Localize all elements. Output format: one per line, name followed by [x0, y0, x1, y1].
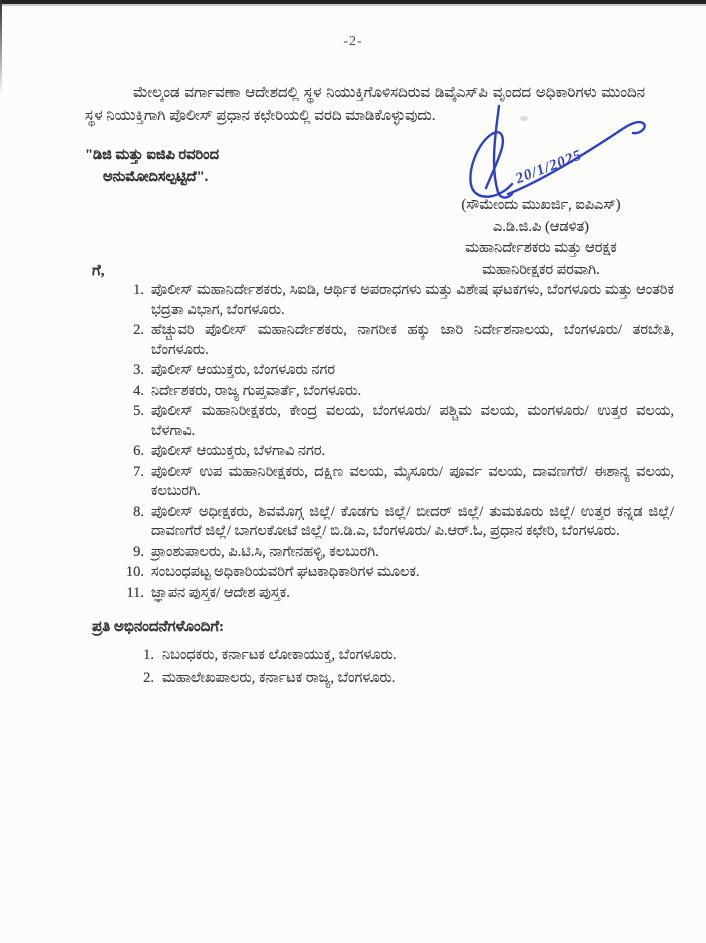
- copy-list: [132, 644, 652, 689]
- recipient-item: [118, 563, 674, 583]
- recipient-item: [118, 361, 674, 381]
- signatory-block: [402, 195, 680, 281]
- recipient-text: ಹೆಚ್ಚುವರಿ ಪೊಲೀಸ್ ಮಹಾನಿರ್ದೇಶಕರು, ನಾಗರೀಕ ಹಕ್ಕು ಜಾರಿ ನಿರ್ದೇಶನಾಲಯ, ಬೆಂಗಳೂರು/ ತರಬೇತಿ, ಬೆಂಗಳೂರು.: [151, 322, 674, 358]
- body-paragraph: ಮೇಲ್ಕಂಡ ವರ್ಗಾವಣಾ ಆದೇಶದಲ್ಲಿ ಸ್ಥಳ ನಿಯುಕ್ತಿಗೊಳಿಸದಿರುವ ಡಿವೈಎಸ್‌ಪಿ ವೃಂದದ ಅಧಿಕಾರಿಗಳು ಮುಂದಿನ ಸ್ಥಳ ನಿಯುಕ್ತಿಗಾಗಿ ಪೊಲೀಸ್ ಪ್ರಧಾನ ಕಛೇರಿಯಲ್ಲಿ ವರದಿ ಮಾಡಿಕೊಳ್ಳುವುದು.: [85, 85, 645, 124]
- recipient-number: 5.: [133, 403, 144, 419]
- recipient-number: 7.: [133, 463, 144, 480]
- signatory-designation: ಎ.ಡಿ.ಜಿ.ಪಿ (ಆಡಳಿತ): [492, 218, 590, 235]
- signatory-name: (ಸೌಮೇಂದು ಮುಖರ್ಜಿ, ಐಪಿಎಸ್): [461, 197, 621, 213]
- recipient-text: ಪೊಲೀಸ್ ಆಯುಕ್ತರು, ಬೆಳಗಾವಿ ನಗರ.: [151, 443, 326, 459]
- recipient-text: ಪೊಲೀಸ್ ಆಯುಕ್ತರು, ಬೆಂಗಳೂರು ನಗರ: [151, 362, 335, 378]
- recipient-number: 1.: [133, 282, 144, 298]
- copy-item: [132, 667, 652, 690]
- recipient-number: 6.: [133, 443, 144, 459]
- recipient-text: ಜ್ಞಾಪನ ಪುಸ್ತಕ/ ಆದೇಶ ಪುಸ್ತಕ.: [151, 584, 290, 601]
- recipient-number: 11.: [126, 584, 144, 601]
- recipients-list: [118, 281, 674, 604]
- copy-item-number: 2.: [143, 669, 154, 686]
- recipient-item: [118, 281, 674, 320]
- recipient-item: [118, 543, 674, 563]
- approval-note: [85, 144, 365, 188]
- recipient-text: ಪೊಲೀಸ್ ಮಹಾನಿರೀಕ್ಷಕರು, ಕೇಂದ್ರ ವಲಯ, ಬೆಂಗಳೂರು/ ಪಶ್ಚಿಮ ವಲಯ, ಮಂಗಳೂರು/ ಉತ್ತರ ವಲಯ, ಬೆಳಗಾವಿ.: [151, 403, 674, 439]
- recipient-text: ಸಂಬಂಧಪಟ್ಟ ಅಧಿಕಾರಿಯವರಿಗೆ ಘಟಕಾಧಿಕಾರಿಗಳ ಮೂಲಕ.: [151, 564, 420, 580]
- recipient-item: [118, 382, 674, 402]
- recipient-number: 3.: [133, 362, 144, 378]
- copy-item-text: ನಿಬಂಧಕರು, ಕರ್ನಾಟಕ ಲೋಕಾಯುಕ್ತ, ಬೆಂಗಳೂರು.: [162, 647, 397, 663]
- recipient-item: [118, 402, 674, 441]
- signature-date-handwritten: 20/1/2025: [513, 147, 585, 188]
- recipient-item: [118, 503, 674, 542]
- signatory-on-behalf-line2: ಮಹಾನಿರೀಕ್ಷಕರ ಪರವಾಗಿ.: [482, 261, 600, 278]
- recipient-text: ಪೊಲೀಸ್ ಉಪ ಮಹಾನಿರೀಕ್ಷಕರು, ದಕ್ಷಿಣ ವಲಯ, ಮೈಸೂರು/ ಪೂರ್ವ ವಲಯ, ದಾವಣಗೆರೆ/ ಈಶಾನ್ಯ ವಲಯ, ಕಲಬುರಗಿ.: [151, 463, 674, 499]
- recipient-number: 4.: [133, 382, 144, 399]
- scan-edge-top-fade: [0, 4, 706, 6]
- approval-note-line2: ಅನುಮೋದಿಸಲ್ಪಟ್ಟಿದೆ".: [103, 169, 209, 185]
- recipient-number: 10.: [125, 564, 144, 580]
- signatory-on-behalf-line1: ಮಹಾನಿರ್ದೇಶಕರು ಮತ್ತು ಆರಕ್ಷಕ: [465, 240, 617, 256]
- recipient-number: 9.: [133, 543, 144, 560]
- recipient-number: 8.: [133, 503, 144, 520]
- recipient-text: ಪ್ರಾಂಶುಪಾಲರು, ಪಿ.ಟಿ.ಸಿ, ನಾಗೇನಹಳ್ಳಿ, ಕಲಬುರಗಿ.: [151, 543, 379, 560]
- recipient-text: ನಿರ್ದೇಶಕರು, ರಾಜ್ಯ ಗುಪ್ತವಾರ್ತೆ, ಬೆಂಗಳೂರು.: [151, 382, 362, 399]
- copy-section-heading: ಪ್ರತಿ ಅಭಿನಂದನೆಗಳೊಂದಿಗೆ:: [92, 619, 225, 635]
- recipient-number: 2.: [133, 322, 144, 338]
- to-label: ಗೆ,: [92, 263, 105, 279]
- copy-item: [132, 644, 652, 667]
- approval-note-line1: "ಡಿಜಿ ಮತ್ತು ಐಜಿಪಿ ರವರಿಂದ: [85, 147, 219, 163]
- recipient-text: ಪೊಲೀಸ್ ಮಹಾನಿರ್ದೇಶಕರು, ಸಿಐಡಿ, ಆರ್ಥಿಕ ಅಪರಾಧಗಳು ಮತ್ತು ವಿಶೇಷ ಘಟಕಗಳು, ಬೆಂಗಳೂರು ಮತ್ತು ಆಂತರಿಕ ಭದ್ರತಾ ವಿಭಾಗ, ಬೆಂಗಳೂರು.: [151, 282, 674, 318]
- page-number: -2-: [343, 34, 363, 49]
- recipient-item: [118, 442, 674, 462]
- recipient-item: [118, 584, 674, 604]
- copy-item-text: ಮಹಾಲೇಖಪಾಲರು, ಕರ್ನಾಟಕ ರಾಜ್ಯ, ಬೆಂಗಳೂರು.: [162, 669, 396, 686]
- copy-item-number: 1.: [143, 647, 154, 663]
- recipient-item: [118, 321, 674, 360]
- recipient-item: [118, 463, 674, 502]
- recipient-text: ಪೊಲೀಸ್ ಅಧೀಕ್ಷಕರು, ಶಿವಮೊಗ್ಗ ಜಿಲ್ಲೆ/ ಕೊಡಗು ಜಿಲ್ಲೆ/ ಬೀದರ್ ಜಿಲ್ಲೆ/ ತುಮಕೂರು ಜಿಲ್ಲೆ/ ಉತ್ತರ ಕನ್ನಡ ಜಿಲ್ಲೆ/ ದಾವಣಗೆರೆ ಜಿಲ್ಲೆ/ ಬಾಗಲಕೋಟೆ ಜಿಲ್ಲೆ/ ಬಿ.ಡಿ.ಎ, ಬೆಂಗಳೂರು/ ಪಿ.ಆರ್.ಓ, ಪ್ರಧಾನ ಕಛೇರಿ, ಬೆಂಗಳೂರು.: [151, 503, 674, 539]
